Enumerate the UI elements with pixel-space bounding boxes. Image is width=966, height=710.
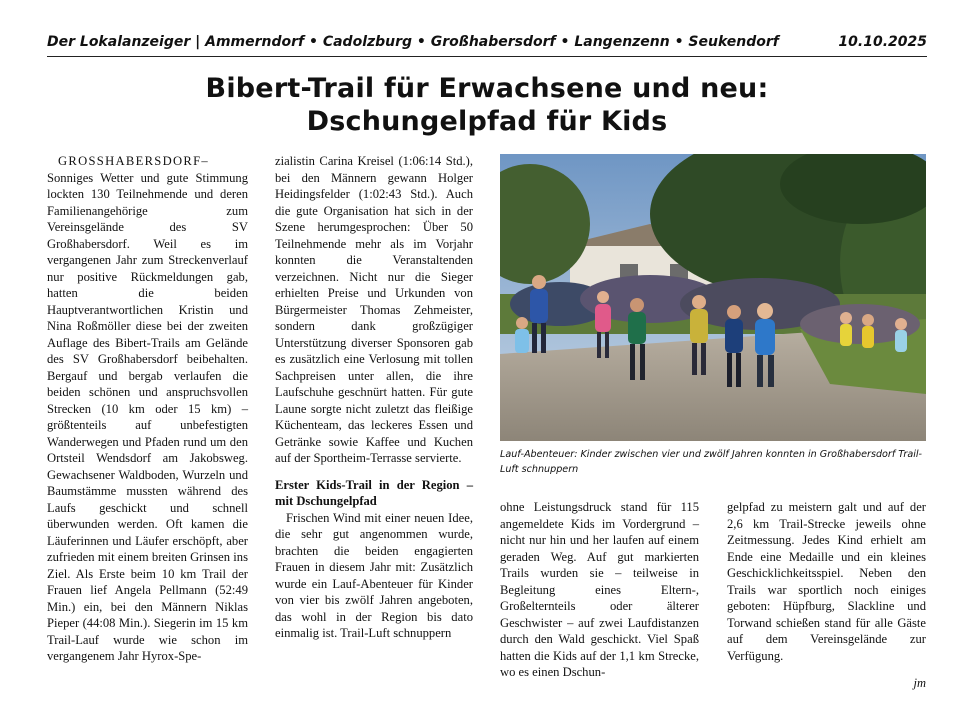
article-column-4 <box>727 499 926 664</box>
article-photo <box>500 154 926 441</box>
article-text-column-2: zialistin Carina Kreisel (1:06:14 Std.), bei den Männern gewann Holger Heidingsfelder (1:02:43 Std.). Auch die gute Organisation hat sich in der Szene herumgesprochen: Über 50 Teilnehmende mehr als im Vorjahr konnten die Veranstaltenden verzeichnen. Nicht nur die Sieger erhielten Preise und Urkunden von Bürgermeister Thomas Zehmeister, sondern dank großzügiger Unterstützung diverser Sponsoren gab es zusätzlich eine Verlosung mit tollen Sachpreisen unter allen, die ihre Laufschuhe geschnürt hatten. Für gute Laune sorgte nicht zuletzt das fleißige Küchenteam, das leckeres Essen und Getränke sowie Kaffee und Kuchen auf der Sportheim-Terrasse servierte. <box>275 154 473 465</box>
headline-line-1: Bibert-Trail für Erwachsene und neu: <box>205 73 769 104</box>
article-text-column-4: gelpfad zu meistern galt und auf der 2,6 km Trail-Strecke jeweils ohne Zeitmessung. Jedes Kind erhielt am Ende eine Medaille und ein kleines Geschicklichkeitsspiel. Neben den Trails war sportlich noch einiges geboten: Hüpfburg, Slackline und Torwand schießen stand für alle Gäste auf dem Vereinsgelände zur Verfügung. <box>727 500 926 663</box>
publication-name: Der Lokalanzeiger | Ammerndorf • Cadolzburg • Großhabersdorf • Langenzenn • Seukendorf <box>47 34 779 50</box>
article-column-1 <box>47 153 248 665</box>
dateline: GROSSHABERSDORF <box>58 154 202 168</box>
issue-date: 10.10.2025 <box>838 34 927 50</box>
author-initials: jm <box>913 676 926 690</box>
headline-line-2: Dschungelpfad für Kids <box>306 106 668 137</box>
photo-illustration <box>500 154 926 441</box>
article-column-3 <box>500 499 699 681</box>
subheading: Erster Kids-Trail in der Region – mit Dschungelpfad <box>275 477 473 508</box>
photo-caption: Lauf-Abenteuer: Kinder zwischen vier und zwölf Jahren konnten in Großhabersdorf Trail-Luft schnuppern <box>500 449 923 475</box>
article-text-column-2b: Frischen Wind mit einer neuen Idee, die sehr gut angenommen wurde, brachten die beiden engagierten Frauen in diesem Jahr mit: Zusätzlich wurde ein Lauf-Abenteuer für Kinder von vier bis zwölf Jahren angeboten, das wohl in der Region bis dato einmalig ist. Trail-Luft schnuppern <box>275 510 473 640</box>
headline <box>47 72 927 138</box>
masthead <box>47 32 927 57</box>
article-column-2 <box>275 153 473 642</box>
article-text-column-1: – Sonniges Wetter und gute Stimmung lockten 130 Teilnehmende und deren Familienangehörige zum Vereinsgelände des SV Großhabersdorf. Weil es im vergangenen Jahr zum Streckenverlauf nur positive Rückmeldungen gab, hatten die beiden Hauptverantwortlichen Kristin und Nina Roßmöller diese bei der zweiten Auflage des Bibert-Trails am Gelände des SV Großhabersdorf beibehalten. Bergauf und bergab verlaufen die beiden schönen und anspruchsvollen Strecken (10 km oder 15 km) – größtenteils auf unbefestigten Wanderwegen und Pfaden rund um den Ortsteil Wendsdorf am Jakobsweg. Gewachsener Waldboden, Wurzeln und Baumstämme mussten während des Laufs geschickt und schnell überwunden werden. Oft kamen die Läuferinnen und Läufer erschöpft, aber zufrieden mit einem breiten Grinsen ins Ziel. Als Erste beim 10 km Trail der Frauen lief Angela Pellmann (52:49 Min.) ein, bei den Männern Niklas Pieper (44:08 Min.). Siegerin im 15 km Trail-Lauf wurde wie schon im vergangenem Jahr Hyrox-Spe- <box>47 154 248 663</box>
article-text-column-3: ohne Leistungsdruck stand für 115 angemeldete Kids im Vordergrund – nicht nur hin und her laufen auf einem geraden Weg. Auf gut markierten Trails wurden sie – teilweise in Begleitung eines Eltern-, Großelternteils oder älterer Geschwister – auf zwei Laufdistanzen durch den Wald geschickt. Viel Spaß hatten die Kids auf der 1,1 km Strecke, wo es einen Dschun- <box>500 500 699 679</box>
